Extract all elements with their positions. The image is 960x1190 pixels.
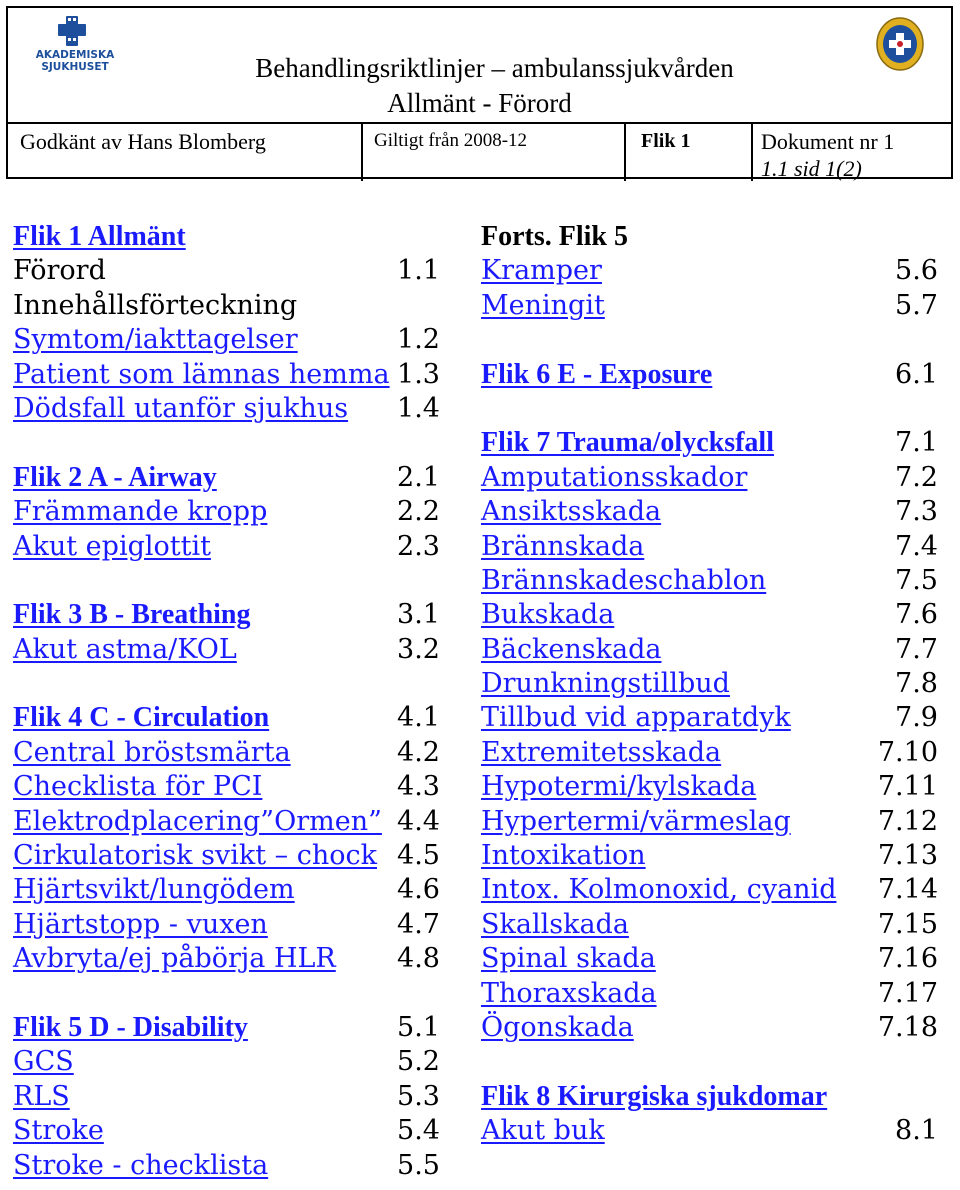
index-link[interactable]: Dödsfall utanför sjukhus <box>13 392 349 424</box>
index-link[interactable]: Flik 4 C - Circulation <box>13 702 270 734</box>
section-number: 7.17 <box>877 977 938 1009</box>
index-entry-bukskada[interactable] <box>481 598 938 632</box>
index-entry-elektrodplacering-ormen[interactable] <box>13 805 440 839</box>
index-link[interactable]: Brännskada <box>481 530 645 562</box>
document-title: Behandlingsriktlinjer – ambulanssjukvården <box>255 53 734 83</box>
section-number: 1.3 <box>397 358 440 390</box>
section-heading-flik-3-b-breathing[interactable] <box>13 598 440 632</box>
header-info-row <box>8 122 951 181</box>
section-number: 4.6 <box>397 874 440 906</box>
section-number: 3.1 <box>397 599 440 631</box>
index-link[interactable]: RLS <box>13 1080 70 1112</box>
index-link[interactable]: Hypertermi/värmeslag <box>481 805 791 837</box>
index-label: Förord <box>13 255 106 287</box>
index-entry-gcs[interactable] <box>13 1045 440 1079</box>
section-number: 7.2 <box>895 461 938 493</box>
section-number: 4.5 <box>397 840 440 872</box>
section-number: 7.16 <box>877 943 938 975</box>
section-number: 7.18 <box>877 1011 938 1043</box>
section-number: 5.3 <box>397 1080 440 1112</box>
index-link[interactable]: Patient som lämnas hemma <box>13 358 390 390</box>
section-number: 4.7 <box>397 908 440 940</box>
index-link[interactable]: Skallskada <box>481 908 629 940</box>
section-number: 1.4 <box>397 392 440 424</box>
index-link[interactable]: Hjärtsvikt/lungödem <box>13 874 295 906</box>
index-link[interactable]: Avbryta/ej påbörja HLR <box>13 943 336 975</box>
index-label: Forts. Flik 5 <box>481 221 628 252</box>
index-entry-intox-kolmonoxid-cyanid[interactable] <box>481 873 938 907</box>
index-link[interactable]: Akut astma/KOL <box>13 633 237 665</box>
index-entry-innehallsforteckning <box>13 289 440 323</box>
index-link[interactable]: Flik 8 Kirurgiska sjukdomar <box>481 1080 828 1112</box>
index-entry-amputationsskador[interactable] <box>481 461 938 495</box>
index-entry-central-brostsmarta[interactable] <box>13 736 440 770</box>
index-link[interactable]: GCS <box>13 1046 74 1078</box>
section-number: 5.7 <box>895 289 938 321</box>
page-info: 1.1 sid 1(2) <box>761 156 862 181</box>
section-heading-flik-2-a-airway[interactable] <box>13 461 440 495</box>
index-entry-ansiktsskada[interactable] <box>481 495 938 529</box>
index-entry-kramper[interactable] <box>481 254 938 288</box>
index-left-column <box>13 220 440 1183</box>
document-number: Dokument nr 1 <box>761 129 895 154</box>
index-entry-drunkningstillbud[interactable] <box>481 667 938 701</box>
index-link[interactable]: Flik 3 B - Breathing <box>13 599 251 631</box>
index-link[interactable]: Drunkningstillbud <box>481 668 730 700</box>
ambulance-seal-logo <box>875 16 925 72</box>
svg-text:SJUKHUSET: SJUKHUSET <box>41 61 109 73</box>
section-number: 4.2 <box>397 736 440 768</box>
index-entry-hjartstopp-vuxen[interactable] <box>13 908 440 942</box>
section-number: 4.1 <box>397 702 440 734</box>
index-link[interactable]: Ansiktsskada <box>481 496 662 528</box>
section-number: 6.1 <box>895 358 938 390</box>
index-entry-spinal-skada[interactable] <box>481 942 938 976</box>
index-link[interactable]: Flik 5 D - Disability <box>13 1011 248 1043</box>
index-link[interactable]: Bukskada <box>481 599 615 631</box>
section-number: 2.1 <box>397 461 440 493</box>
index-entry-akut-buk[interactable] <box>481 1114 938 1148</box>
section-number: 7.8 <box>895 668 938 700</box>
spacer <box>13 426 440 460</box>
index-entry-meningit[interactable] <box>481 289 938 323</box>
index-entry-forts-flik-5 <box>481 220 938 254</box>
section-number: 5.2 <box>397 1046 440 1078</box>
index-entry-stroke-checklista[interactable] <box>13 1149 440 1183</box>
section-number: 7.7 <box>895 633 938 665</box>
index-link[interactable]: Hypotermi/kylskada <box>481 771 757 803</box>
index-entry-brannskada[interactable] <box>481 530 938 564</box>
valid-from: Giltigt från 2008-12 <box>374 130 528 151</box>
index-link[interactable]: Kramper <box>481 255 602 287</box>
index-entry-ogonskada[interactable] <box>481 1011 938 1045</box>
index-link[interactable]: Extremitetsskada <box>481 736 722 768</box>
section-number: 7.14 <box>877 874 938 906</box>
index-entry-akut-astma-kol[interactable] <box>13 633 440 667</box>
section-heading-flik-5-d-disability[interactable] <box>13 1011 440 1045</box>
index-link[interactable]: Intoxikation <box>481 840 646 872</box>
index-entry-forord <box>13 254 440 288</box>
index-entry-skallskada[interactable] <box>481 908 938 942</box>
index-link[interactable]: Brännskadeschablon <box>481 564 767 596</box>
section-number: 7.13 <box>877 840 938 872</box>
index-label: Innehållsförteckning <box>13 289 298 321</box>
index-entry-rls[interactable] <box>13 1080 440 1114</box>
section-number: 3.2 <box>397 633 440 665</box>
index-link[interactable]: Central bröstsmärta <box>13 736 291 768</box>
index-link[interactable]: Cirkulatorisk svikt – chock <box>13 840 377 872</box>
spacer <box>13 977 440 1011</box>
index-link[interactable]: Spinal skada <box>481 943 656 975</box>
index-link[interactable]: Bäckenskada <box>481 633 662 665</box>
section-number: 7.6 <box>895 599 938 631</box>
index-entry-hjartsvikt-lungodem[interactable] <box>13 873 440 907</box>
spacer <box>13 667 440 701</box>
index-link[interactable]: Akut buk <box>481 1115 605 1147</box>
document-header <box>6 6 953 179</box>
section-number: 7.10 <box>877 736 938 768</box>
section-number: 7.15 <box>877 908 938 940</box>
index-link[interactable]: Thoraxskada <box>481 977 657 1009</box>
section-number: 2.3 <box>397 530 440 562</box>
section-heading-flik-8-kirurgiska-sjukdomar[interactable] <box>481 1080 938 1114</box>
index-entry-backenskada[interactable] <box>481 633 938 667</box>
index-entry-akut-epiglottit[interactable] <box>13 530 440 564</box>
index-link[interactable]: Akut epiglottit <box>13 530 211 562</box>
index-link[interactable]: Checklista för PCI <box>13 771 263 803</box>
section-number: 7.5 <box>895 564 938 596</box>
index-entry-brannskadeschablon[interactable] <box>481 564 938 598</box>
index-link[interactable]: Intox. Kolmonoxid, cyanid <box>481 874 837 906</box>
section-number: 7.1 <box>895 427 938 459</box>
index-link[interactable]: Meningit <box>481 289 605 321</box>
section-number: 7.11 <box>877 771 938 803</box>
section-number: 4.3 <box>397 771 440 803</box>
svg-text:AKADEMISKA: AKADEMISKA <box>35 49 115 61</box>
index-link[interactable]: Ögonskada <box>481 1011 634 1043</box>
spacer <box>481 323 938 357</box>
section-heading-flik-1-allmant[interactable] <box>13 220 440 254</box>
index-entry-hypotermi-kylskada[interactable] <box>481 770 938 804</box>
section-heading-flik-6-e-exposure[interactable] <box>481 358 938 392</box>
index-right-column <box>481 220 938 1149</box>
index-link[interactable]: Amputationsskador <box>481 461 748 493</box>
section-number: 4.4 <box>397 805 440 837</box>
section-number: 1.1 <box>397 255 440 287</box>
section-number: 5.5 <box>397 1149 440 1181</box>
index-entry-extremitetsskada[interactable] <box>481 736 938 770</box>
index-link[interactable]: Tillbud vid apparatdyk <box>481 702 791 734</box>
section-number: 5.1 <box>397 1011 440 1043</box>
document-subtitle: Allmänt - Förord <box>387 88 572 118</box>
index-link[interactable]: Främmande kropp <box>13 496 268 528</box>
index-entry-intoxikation[interactable] <box>481 839 938 873</box>
section-number: 1.2 <box>397 324 440 356</box>
index-entry-stroke[interactable] <box>13 1114 440 1148</box>
section-number: 7.12 <box>877 805 938 837</box>
index-entry-avbryta-ej-paborja-hlr[interactable] <box>13 942 440 976</box>
section-number: 7.4 <box>895 530 938 562</box>
index-link[interactable]: Flik 1 Allmänt <box>13 221 186 252</box>
index-entry-patient-som-lamnas-hemma[interactable] <box>13 358 440 392</box>
tab-label: Flik 1 <box>641 130 691 152</box>
index-entry-tillbud-vid-apparatdyk[interactable] <box>481 701 938 735</box>
index-link[interactable]: Stroke - checklista <box>13 1149 269 1181</box>
index-link[interactable]: Flik 2 A - Airway <box>13 461 217 493</box>
section-number: 4.8 <box>397 943 440 975</box>
section-number: 7.3 <box>895 496 938 528</box>
section-number: 2.2 <box>397 496 440 528</box>
section-number: 5.4 <box>397 1115 440 1147</box>
spacer <box>481 392 938 426</box>
index-link[interactable]: Hjärtstopp - vuxen <box>13 908 268 940</box>
index-link[interactable]: Symtom/iakttagelser <box>13 324 298 356</box>
index-entry-dodsfall-utanfor-sjukhus[interactable] <box>13 392 440 426</box>
index-link[interactable]: Flik 6 E - Exposure <box>481 358 713 390</box>
approved-by: Godkänt av Hans Blomberg <box>20 129 266 154</box>
index-entry-checklista-for-pci[interactable] <box>13 770 440 804</box>
section-number: 8.1 <box>895 1115 938 1147</box>
index-link[interactable]: Flik 7 Trauma/olycksfall <box>481 427 774 459</box>
index-entry-thoraxskada[interactable] <box>481 977 938 1011</box>
index-entry-hypertermi-varmeslag[interactable] <box>481 805 938 839</box>
section-heading-flik-7-trauma-olycksfall[interactable] <box>481 426 938 460</box>
index-entry-frammande-kropp[interactable] <box>13 495 440 529</box>
section-number: 7.9 <box>895 702 938 734</box>
index-entry-cirkulatorisk-svikt-chock[interactable] <box>13 839 440 873</box>
section-heading-flik-4-c-circulation[interactable] <box>13 701 440 735</box>
index-link[interactable]: Stroke <box>13 1115 104 1147</box>
section-number: 5.6 <box>895 255 938 287</box>
index-entry-symtom-iakttagelser[interactable] <box>13 323 440 357</box>
index-link[interactable]: Elektrodplacering”Ormen” <box>13 805 382 837</box>
spacer <box>13 564 440 598</box>
spacer <box>481 1045 938 1079</box>
